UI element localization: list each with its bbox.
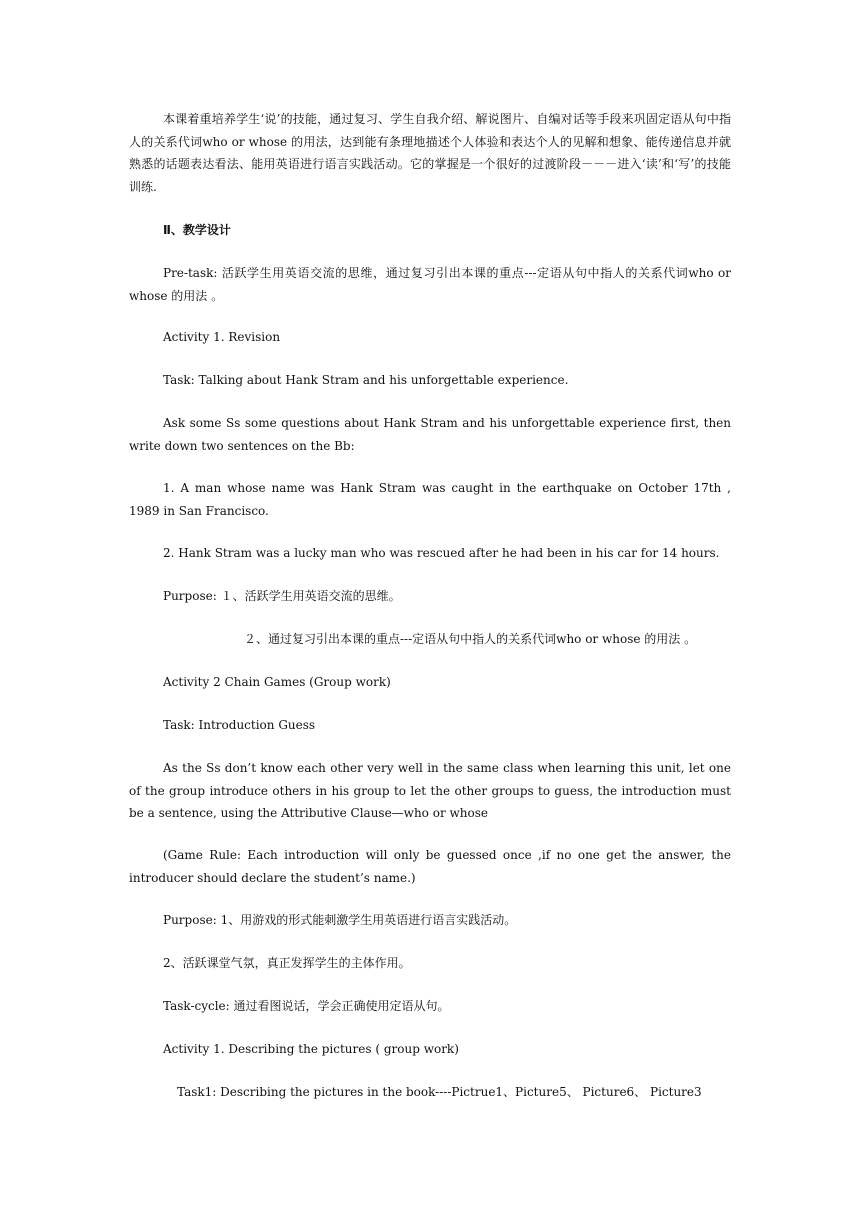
task2-paragraph: Task: Introduction Guess (163, 718, 316, 732)
taskcycle-paragraph: Task-cycle: 通过看图说话，学会正确使用定语从句。 (163, 999, 450, 1013)
activity2-heading: Activity 2 Chain Games (Group work) (163, 675, 391, 689)
pretask-paragraph: Pre-task: 活跃学生用英语交流的思维，通过复习引出本课的重点---定语从句中指人的关系代词who or whose 的用法 。 (129, 266, 731, 303)
activity3-heading: Activity 1. Describing the pictures ( group work) (163, 1042, 459, 1056)
sentence2-paragraph: 2. Hank Stram was a lucky man who was rescued after he had been in his car for 14 hours. (163, 546, 720, 560)
ask-paragraph: Ask some Ss some questions about Hank Stram and his unforgettable experience first, then write down two sentences on the Bb: (129, 416, 731, 453)
game-rule-paragraph: (Game Rule: Each introduction will only be guessed once ,if no one get the answer, the introducer should declare the student’s name.) (129, 848, 731, 885)
sentence1-paragraph: 1. A man whose name was Hank Stram was caught in the earthquake on October 17th , 1989 in San Francisco. (129, 481, 731, 518)
as-the-paragraph: As the Ss don’t know each other very well in the same class when learning this unit, let one of the group introduce others in his group to let the other groups to guess, the introduction must be a sentence, using the Attributive Clause—who or whose (129, 761, 731, 820)
purpose2-paragraph: ２、通过复习引出本课的重点---定语从句中指人的关系代词who or whose 的用法 。 (244, 632, 697, 646)
activity1-heading: Activity 1. Revision (163, 330, 281, 344)
task1-paragraph: Task: Talking about Hank Stram and his unforgettable experience. (163, 373, 569, 387)
intro-paragraph: 本课着重培养学生‘说’的技能，通过复习、学生自我介绍、解说图片、自编对话等手段来巩固定语从句中指人的关系代词who or whose 的用法，达到能有条理地描述个人体验和表达个人的见解和想象、能传递信息并就熟悉的话题表达看法、能用英语进行语言实践活动。它的掌握是一个很好的过渡阶段－－－进入‘读’和‘写’的技能训练. (129, 112, 731, 194)
task3-paragraph: Task1: Describing the pictures in the book----Pictrue1、Picture5、 Picture6、 Picture3 (177, 1085, 702, 1099)
section-heading: Ⅱ、教学设计 (163, 223, 231, 237)
purpose1-paragraph: Purpose: １、活跃学生用英语交流的思维。 (163, 589, 401, 603)
purpose4-paragraph: 2、活跃课堂气氛，真正发挥学生的主体作用。 (163, 956, 411, 970)
purpose3-paragraph: Purpose: 1、用游戏的形式能刺激学生用英语进行语言实践活动。 (163, 913, 517, 927)
